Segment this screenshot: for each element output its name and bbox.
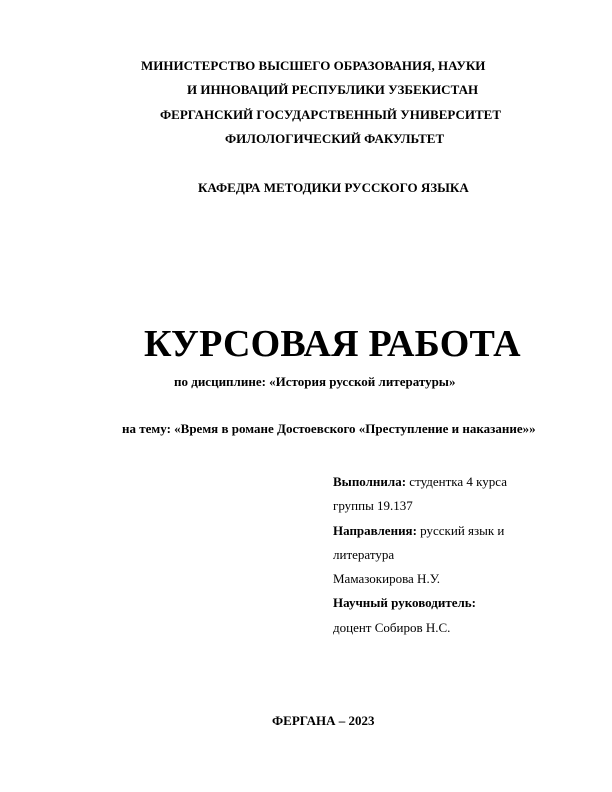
student-name: Мамазокирова Н.У. <box>333 571 441 586</box>
university-name: ФЕРГАНСКИЙ ГОСУДАРСТВЕННЫЙ УНИВЕРСИТЕТ <box>160 107 501 122</box>
ministry-line-1: МИНИСТЕРСТВО ВЫСШЕГО ОБРАЗОВАНИЯ, НАУКИ <box>141 58 486 73</box>
performed-label: Выполнила: <box>333 474 407 489</box>
discipline-line: по дисциплине: «История русской литературы» <box>174 374 456 389</box>
document-title: КУРСОВАЯ РАБОТА <box>144 323 521 365</box>
city-year: ФЕРГАНА – 2023 <box>272 713 375 728</box>
performed-line <box>333 474 507 490</box>
faculty-name: ФИЛОЛОГИЧЕСКИЙ ФАКУЛЬТЕТ <box>225 131 445 146</box>
direction-value: русский язык и <box>416 523 505 538</box>
direction-continuation: литература <box>333 547 395 562</box>
topic-line: на тему: «Время в романе Достоевского «Преступление и наказание»» <box>122 421 536 436</box>
direction-label: Направления: <box>333 523 417 538</box>
supervisor-label: Научный руководитель: <box>333 595 476 610</box>
ministry-line-2: И ИННОВАЦИЙ РЕСПУБЛИКИ УЗБЕКИСТАН <box>187 82 479 97</box>
performed-value: студентка 4 курса <box>406 474 507 489</box>
direction-line <box>333 523 504 539</box>
department-name: КАФЕДРА МЕТОДИКИ РУССКОГО ЯЗЫКА <box>198 180 469 195</box>
group-line: группы 19.137 <box>333 498 413 513</box>
supervisor-name: доцент Собиров Н.С. <box>333 620 451 635</box>
